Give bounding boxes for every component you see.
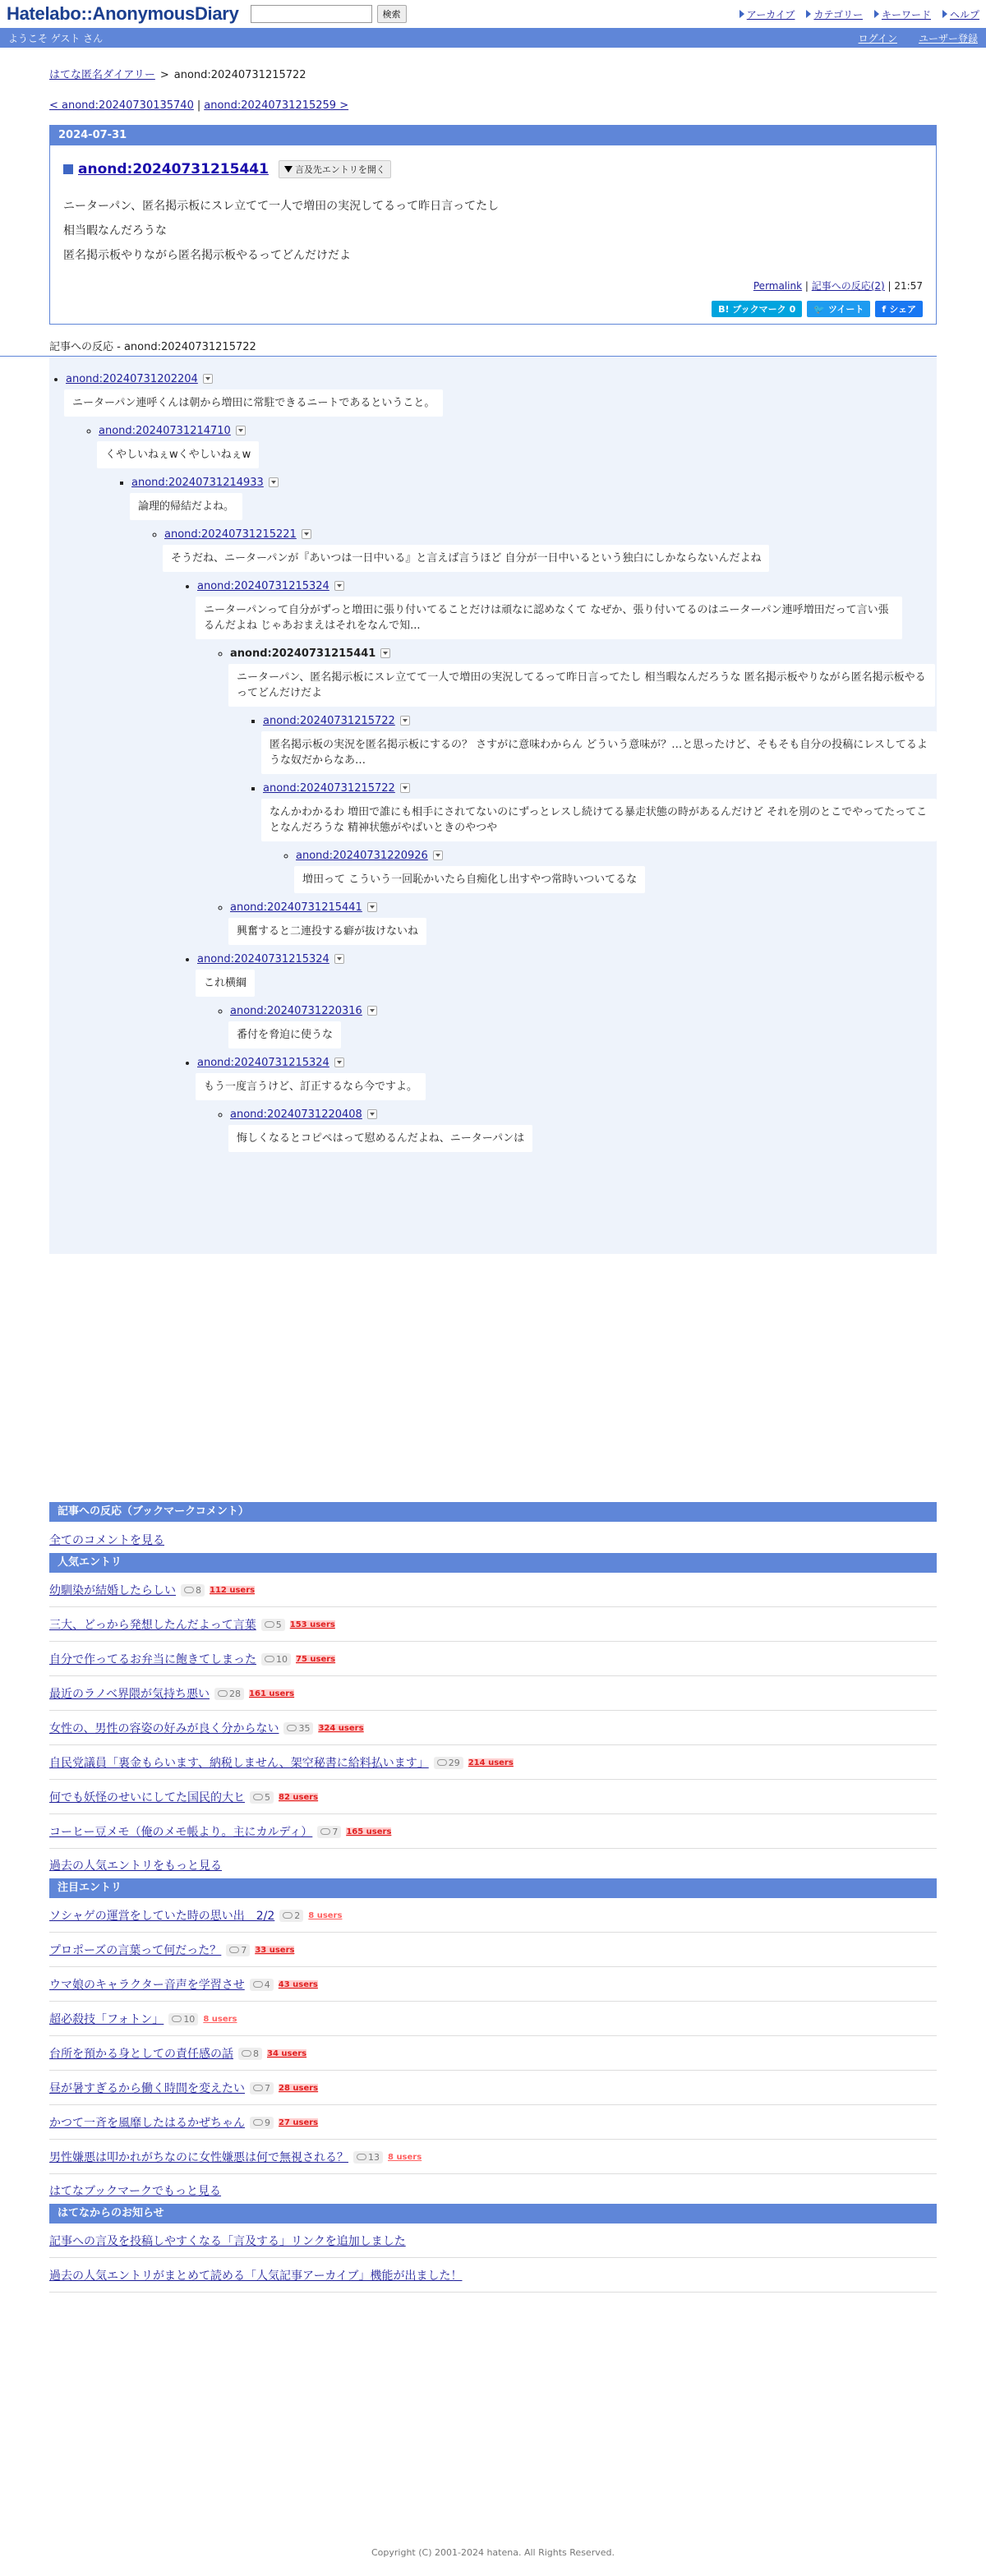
reaction-node <box>197 952 937 1050</box>
reaction-node <box>164 527 937 1154</box>
reaction-link[interactable]: • anond:20240731215324 <box>197 952 329 965</box>
list-item <box>49 1933 937 1967</box>
expand-icon[interactable] <box>380 648 390 658</box>
comment-badge[interactable]: 7 <box>250 2082 274 2094</box>
users-count[interactable]: 112 users <box>210 1585 256 1595</box>
news-header: はてなからのお知らせ <box>49 2204 937 2223</box>
entry-date: 2024-07-31 <box>50 126 936 145</box>
reaction-node <box>230 900 937 947</box>
facebook-share-button[interactable]: f シェア <box>875 301 923 317</box>
breadcrumb-separator: > <box>159 69 169 81</box>
entry-box <box>49 125 937 325</box>
search-input[interactable] <box>251 5 372 23</box>
reaction-link[interactable]: ◦ anond:20240731214710 <box>99 424 231 437</box>
list-item <box>49 1711 937 1745</box>
comment-badge[interactable]: 7 <box>226 1944 250 1956</box>
reaction-text: なんかわかるわ 増田で誰にも相手にされてないのにずっとレスし続けてる暴走状態の時があるんだけど それを別のとこでやってたってことなんだろうな 精神状態がやばいときのやつや <box>261 799 937 841</box>
news-list <box>49 2223 937 2293</box>
reaction-link[interactable]: ▪ anond:20240731215722 <box>263 781 395 795</box>
list-item <box>49 1745 937 1780</box>
popular-entries-header: 人気エントリ <box>49 1553 937 1573</box>
facebook-icon: f <box>882 303 887 315</box>
news-link[interactable]: 過去の人気エントリがまとめて読める「人気記事アーカイブ」機能が出ました！ <box>49 2270 463 2283</box>
reaction-text: ニーターパン、匿名掲示板にスレ立てて一人で増田の実況してるって昨日言ってたし 相当暇なんだろうな 匿名掲示板やりながら匿名掲示板やるってどんだけだよ <box>228 664 935 707</box>
list-item <box>49 1898 937 1933</box>
comment-icon <box>172 2016 182 2022</box>
comment-badge[interactable]: 8 <box>238 2048 262 2060</box>
reactions-tree <box>49 357 937 1254</box>
reaction-node <box>296 848 937 895</box>
reaction-link[interactable]: • anond:20240731215324 <box>197 579 329 592</box>
entry-body <box>50 145 936 324</box>
login-link[interactable]: ログイン <box>858 32 897 44</box>
reaction-link[interactable]: ◦ anond:20240731215441 <box>230 901 362 914</box>
expand-icon[interactable] <box>400 716 410 726</box>
popular-entry-list <box>49 1573 937 1849</box>
reaction-text: ニーターパンって自分がずっと増田に張り付いてることだけは頑なに認めなくて なぜか、張り付いてるのはニーターパン連呼増田だって言い張るんだよね じゃあおまえはそれをなんで知... <box>196 597 902 639</box>
popular-entry-link[interactable]: 最近のラノベ界隈が気持ち悪い <box>49 1688 210 1701</box>
expand-icon[interactable] <box>433 850 443 860</box>
breadcrumb <box>49 66 937 81</box>
users-count[interactable]: 153 users <box>289 1620 335 1629</box>
share-row <box>63 301 923 317</box>
bookmark-comments-header: 記事への反応（ブックマークコメント） <box>49 1502 937 1522</box>
list-item <box>49 2105 937 2140</box>
reaction-text: 論理的帰結だよね。 <box>130 493 242 520</box>
comment-icon <box>253 1794 263 1800</box>
prev-next-nav <box>49 99 937 112</box>
popular-entry-link[interactable]: コーヒー豆メモ（俺のメモ帳より。主にカルディ） <box>49 1826 313 1839</box>
comment-icon <box>265 1621 274 1628</box>
users-count[interactable]: 43 users <box>278 1979 318 1989</box>
users-count[interactable]: 324 users <box>318 1723 364 1733</box>
permalink[interactable]: Permalink <box>753 280 803 292</box>
reaction-node <box>99 423 937 1154</box>
next-entry-link[interactable]: anond:20240731215259 > <box>204 99 349 112</box>
reaction-link[interactable]: • anond:20240731215324 <box>197 1056 329 1069</box>
expand-icon[interactable] <box>302 529 311 539</box>
tweet-button[interactable]: 🐦 ツイート <box>807 301 870 317</box>
reaction-node-current <box>230 646 937 895</box>
expand-icon[interactable] <box>367 902 377 912</box>
comment-badge[interactable]: 2 <box>279 1910 303 1922</box>
welcome-bar <box>0 28 986 48</box>
comment-badge[interactable]: 13 <box>353 2151 383 2164</box>
reaction-link[interactable]: ◦ anond:20240731215221 <box>164 528 297 541</box>
bird-icon: 🐦 <box>813 303 825 315</box>
reaction-text: 増田って こういう一回恥かいたら自痴化し出すやつ常時いついてるな <box>294 866 645 893</box>
hatena-bookmark-button[interactable]: B! ブックマーク 0 <box>712 301 802 317</box>
nav-help[interactable]: ヘルプ <box>942 7 979 21</box>
expand-icon[interactable] <box>367 1109 377 1119</box>
more-popular-link[interactable]: 過去の人気エントリをもっと見る <box>49 1859 222 1873</box>
list-item <box>49 2223 937 2258</box>
triangle-right-icon <box>806 10 811 18</box>
users-count[interactable]: 75 users <box>296 1654 336 1664</box>
comment-icon <box>265 1656 274 1662</box>
reaction-node <box>131 475 937 1154</box>
reaction-text: ニーターパン連呼くんは朝から増田に常駐できるニートであるということ。 <box>64 389 443 417</box>
entry-paragraph: ニーターパン、匿名掲示板にスレ立てて一人で増田の実況してるって昨日言ってたし <box>63 200 500 213</box>
list-item <box>49 1967 937 2002</box>
reaction-node <box>197 1055 937 1154</box>
welcome-text: ようこそ ゲスト さん <box>8 32 104 44</box>
reaction-link[interactable]: ◦ anond:20240731220316 <box>230 1004 362 1017</box>
reaction-node <box>230 1003 937 1050</box>
comment-icon <box>253 2119 263 2126</box>
reactions-count-link[interactable]: 記事への反応(2) <box>811 280 885 292</box>
comment-badge[interactable]: 28 <box>214 1688 244 1700</box>
list-item <box>49 2140 937 2174</box>
expand-icon[interactable] <box>334 954 344 964</box>
comment-badge[interactable]: 5 <box>250 1791 274 1804</box>
entry-title[interactable]: anond:20240731215441 <box>78 161 269 177</box>
users-count[interactable]: 8 users <box>388 2152 422 2162</box>
entry-meta: Permalink | 記事への反応(2) | 21:57 <box>753 280 923 292</box>
comment-icon <box>437 1759 447 1766</box>
comment-badge[interactable]: 7 <box>317 1826 341 1838</box>
prev-entry-link[interactable]: < anond:20240730135740 <box>49 99 194 112</box>
nav-divider: | <box>196 99 201 112</box>
reaction-text: そうだね、ニーターパンが『あいつは一日中いる』と言えば言うほど 自分が一日中いるという独白にしかならないんだよね <box>163 545 769 572</box>
popular-entry-link[interactable]: 幼馴染が結婚したらしい <box>49 1584 176 1597</box>
users-count[interactable]: 165 users <box>346 1827 392 1836</box>
reaction-text: 興奮すると二連投する癖が抜けないね <box>228 918 426 945</box>
nav-category[interactable]: カテゴリー <box>806 7 863 21</box>
comment-icon <box>283 1912 293 1919</box>
popular-entry-link[interactable]: 三大、どっから発想したんだよって言葉 <box>49 1619 256 1632</box>
comment-icon <box>287 1725 297 1731</box>
reaction-text: 匿名掲示板の実況を匿名掲示板にするの？ さすがに意味わからん どういう意味が？…と思ったけど、そもそも自分の投稿にレスしてるような奴だからなあ… <box>261 731 937 774</box>
header-nav <box>740 7 979 21</box>
bookmark-count: 0 <box>789 303 796 315</box>
attention-entry-link[interactable]: 台所を預かる身としての責任感の話 <box>49 2048 233 2061</box>
reaction-text: 番付を脅迫に使うな <box>228 1021 341 1048</box>
users-count[interactable]: 34 users <box>267 2048 307 2058</box>
attention-entry-link[interactable]: 男性嫌悪は叩かれがちなのに女性嫌悪は何で無視される？ <box>49 2151 348 2164</box>
users-count[interactable]: 27 users <box>279 2117 319 2127</box>
expand-icon[interactable] <box>203 374 213 384</box>
search-button[interactable]: 検索 <box>377 5 407 23</box>
list-item <box>49 1814 937 1849</box>
ad-spacer <box>49 1254 937 1502</box>
list-item <box>49 2258 937 2293</box>
reaction-link[interactable]: ▪ anond:20240731215722 <box>263 714 395 727</box>
expand-icon[interactable] <box>334 581 344 591</box>
reaction-text: くやしいねぇwくやしいねぇw <box>97 441 259 468</box>
attention-entry-link[interactable]: ウマ娘のキャラクター音声を学習させ <box>49 1979 245 1992</box>
reaction-link[interactable]: • anond:20240731202204 <box>66 372 198 385</box>
comment-badge[interactable]: 10 <box>261 1653 291 1666</box>
popular-entry-link[interactable]: 女性の、男性の容姿の好みが良く分からない <box>49 1722 279 1735</box>
comment-icon <box>320 1828 330 1835</box>
list-item <box>49 2071 937 2105</box>
main-content <box>49 48 937 2293</box>
open-reference-button[interactable]: 言及先エントリを開く <box>279 160 391 178</box>
expand-icon[interactable] <box>236 426 246 435</box>
users-count[interactable]: 8 users <box>203 2014 237 2024</box>
attention-entry-link[interactable]: かつて一斉を風靡したはるかぜちゃん <box>49 2117 245 2130</box>
list-item <box>49 1780 937 1814</box>
popular-entry-link[interactable]: 何でも妖怪のせいにしてた国民的大ヒ <box>49 1791 245 1804</box>
entry-square-icon <box>63 164 73 174</box>
comment-badge[interactable]: 29 <box>434 1757 463 1769</box>
popular-entry-link[interactable]: 自民党議員「裏金もらいます、納税しません、架空秘書に給料払います」 <box>49 1757 429 1770</box>
comment-icon <box>253 1981 263 1988</box>
expand-icon[interactable] <box>269 477 279 487</box>
reaction-link[interactable]: ◦ anond:20240731220408 <box>230 1108 362 1121</box>
current-entry-id: ◦ anond:20240731215441 <box>230 647 376 660</box>
comment-badge[interactable]: 8 <box>181 1584 205 1597</box>
attention-entry-link[interactable]: ソシャゲの運営をしていた時の思い出 2/2 <box>49 1910 275 1923</box>
attention-entry-link[interactable]: プロポーズの言葉って何だった？ <box>49 1944 222 1957</box>
list-item <box>49 1573 937 1607</box>
reaction-link[interactable]: ▪ anond:20240731214933 <box>131 476 264 489</box>
breadcrumb-home[interactable]: はてな匿名ダイアリー <box>49 69 155 81</box>
site-logo[interactable]: Hatelabo::AnonymousDiary <box>7 3 239 24</box>
reaction-node <box>263 713 937 776</box>
list-item <box>49 2002 937 2036</box>
comment-icon <box>242 2050 251 2057</box>
reaction-node <box>66 371 937 1154</box>
comment-icon <box>229 1947 239 1953</box>
list-item <box>49 1642 937 1676</box>
reaction-text: 悔しくなるとコピペはって慰めるんだよね、ニーターパンは <box>228 1125 532 1152</box>
list-item <box>49 1607 937 1642</box>
entry-paragraph: 匿名掲示板やりながら匿名掲示板やるってどんだけだよ <box>63 249 351 262</box>
comment-badge[interactable]: 9 <box>250 2117 274 2129</box>
breadcrumb-current: anond:20240731215722 <box>173 69 306 81</box>
nav-keyword[interactable]: キーワード <box>874 7 931 21</box>
expand-icon[interactable] <box>334 1058 344 1067</box>
entry-time: 21:57 <box>894 280 923 292</box>
entry-paragraph: 相当暇なんだろうな <box>63 224 167 237</box>
users-count[interactable]: 33 users <box>255 1945 295 1955</box>
entry-text <box>63 200 923 262</box>
attention-entries-header: 注目エントリ <box>49 1878 937 1898</box>
triangle-right-icon <box>942 10 947 18</box>
users-count[interactable]: 161 users <box>249 1689 295 1698</box>
triangle-right-icon <box>740 10 744 18</box>
attention-entry-link[interactable]: 超必殺技「フォトン」 <box>49 2013 164 2026</box>
reaction-node <box>263 781 937 895</box>
users-count[interactable]: 214 users <box>468 1758 514 1767</box>
reaction-node <box>197 578 937 947</box>
triangle-right-icon <box>874 10 879 18</box>
reaction-text: これ横綱 <box>196 970 255 997</box>
comment-badge[interactable]: 35 <box>283 1722 313 1735</box>
comment-badge[interactable]: 10 <box>168 2013 198 2025</box>
attention-entry-link[interactable]: 昼が暑すぎるから働く時間を変えたい <box>49 2082 245 2095</box>
users-count[interactable]: 8 users <box>308 1910 343 1920</box>
comment-badge[interactable]: 5 <box>261 1619 285 1631</box>
reactions-heading: 記事への反応 - anond:20240731215722 <box>0 338 937 357</box>
list-item <box>49 1676 937 1711</box>
comment-icon <box>357 2154 366 2160</box>
register-link[interactable]: ユーザー登録 <box>918 32 978 44</box>
nav-archive[interactable]: アーカイブ <box>740 7 795 21</box>
comment-icon <box>253 2085 263 2091</box>
list-item <box>49 2036 937 2071</box>
expand-icon[interactable] <box>400 783 410 793</box>
more-attention-link[interactable]: はてなブックマークでもっと見る <box>49 2185 222 2198</box>
users-count[interactable]: 82 users <box>279 1792 319 1802</box>
reaction-node <box>230 1107 937 1154</box>
reaction-link[interactable]: ◦ anond:20240731220926 <box>296 849 428 862</box>
comment-badge[interactable]: 4 <box>250 1979 274 1991</box>
footer-copyright: Copyright (C) 2001-2024 hatena. All Rights Reserved. <box>371 2547 615 2558</box>
all-comments-link[interactable]: 全てのコメントを見る <box>49 1534 164 1547</box>
comment-icon <box>218 1690 228 1697</box>
popular-entry-link[interactable]: 自分で作ってるお弁当に飽きてしまった <box>49 1653 256 1666</box>
site-header <box>0 0 986 28</box>
reaction-text: もう一度言うけど、訂正するなら今ですよ。 <box>196 1073 426 1100</box>
triangle-down-icon <box>284 166 293 173</box>
entry-title-row <box>63 160 923 178</box>
comment-icon <box>184 1587 194 1593</box>
expand-icon[interactable] <box>367 1006 377 1016</box>
users-count[interactable]: 28 users <box>279 2083 319 2093</box>
news-link[interactable]: 記事への言及を投稿しやすくなる「言及する」リンクを追加しました <box>49 2235 406 2248</box>
attention-entry-list <box>49 1898 937 2174</box>
